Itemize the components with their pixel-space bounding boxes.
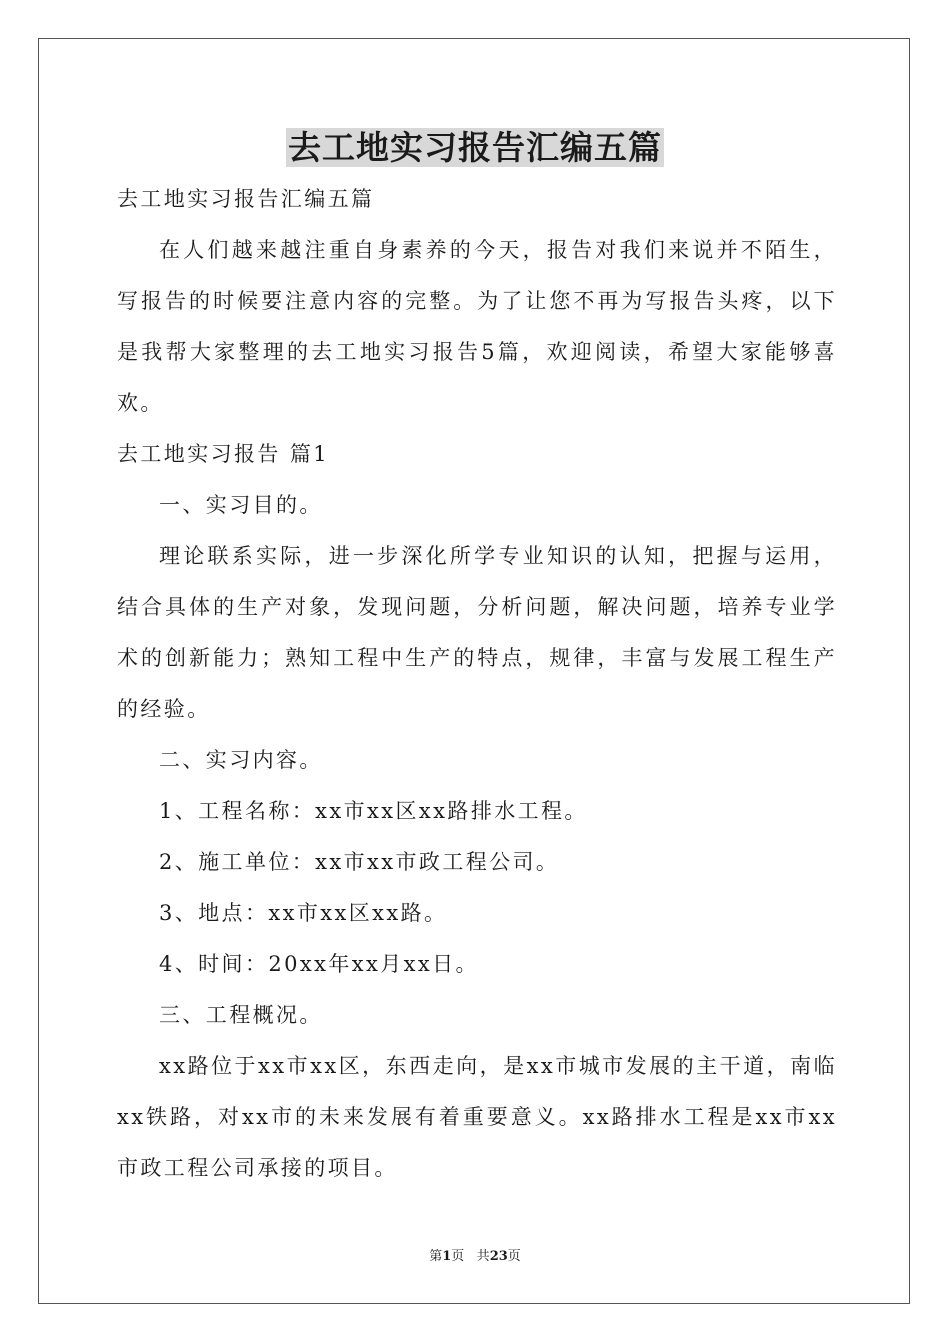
document-title [0, 124, 950, 172]
document-title-text: 去工地实习报告汇编五篇 [288, 128, 662, 167]
footer-page-suffix: 页 [451, 1249, 465, 1264]
footer-total-prefix: 共 [476, 1249, 490, 1264]
paragraph-7: 2、施工单位：xx市xx市政工程公司。 [159, 850, 560, 874]
paragraph-9: 4、时间：20xx年xx月xx日。 [159, 952, 479, 976]
paragraph-4: 理论联系实际，进一步深化所学专业知识的认知，把握与运用，结合具体的生产对象，发现问题，分析问题，解决问题，培养专业学术的创新能力；熟知工程中生产的特点，规律，丰富与发展工程生产的经验。 [117, 544, 837, 721]
paragraph-1: 在人们越来越注重自身素养的今天，报告对我们来说并不陌生，写报告的时候要注意内容的完整。为了让您不再为写报告头疼，以下是我帮大家整理的去工地实习报告5篇，欢迎阅读，希望大家能够喜欢。 [117, 238, 837, 415]
footer-page-number: 1 [442, 1249, 452, 1264]
paragraph-3: 一、实习目的。 [159, 493, 323, 517]
page-footer [0, 1248, 950, 1266]
paragraph-5: 二、实习内容。 [159, 748, 323, 772]
paragraph-10: 三、工程概况。 [159, 1003, 323, 1027]
paragraph-2: 去工地实习报告 篇1 [117, 442, 330, 466]
footer-total-suffix: 页 [507, 1249, 521, 1264]
paragraph-0: 去工地实习报告汇编五篇 [117, 187, 375, 211]
footer-page-prefix: 第 [429, 1249, 443, 1264]
paragraph-8: 3、地点：xx市xx区xx路。 [159, 901, 448, 925]
footer-total-pages: 23 [489, 1249, 508, 1264]
document-body [117, 174, 837, 1194]
paragraph-11: xx路位于xx市xx区，东西走向，是xx市城市发展的主干道，南临xx铁路，对xx市的未来发展有着重要意义。xx路排水工程是xx市xx市政工程公司承接的项目。 [117, 1054, 837, 1180]
paragraph-6: 1、工程名称：xx市xx区xx路排水工程。 [159, 799, 588, 823]
